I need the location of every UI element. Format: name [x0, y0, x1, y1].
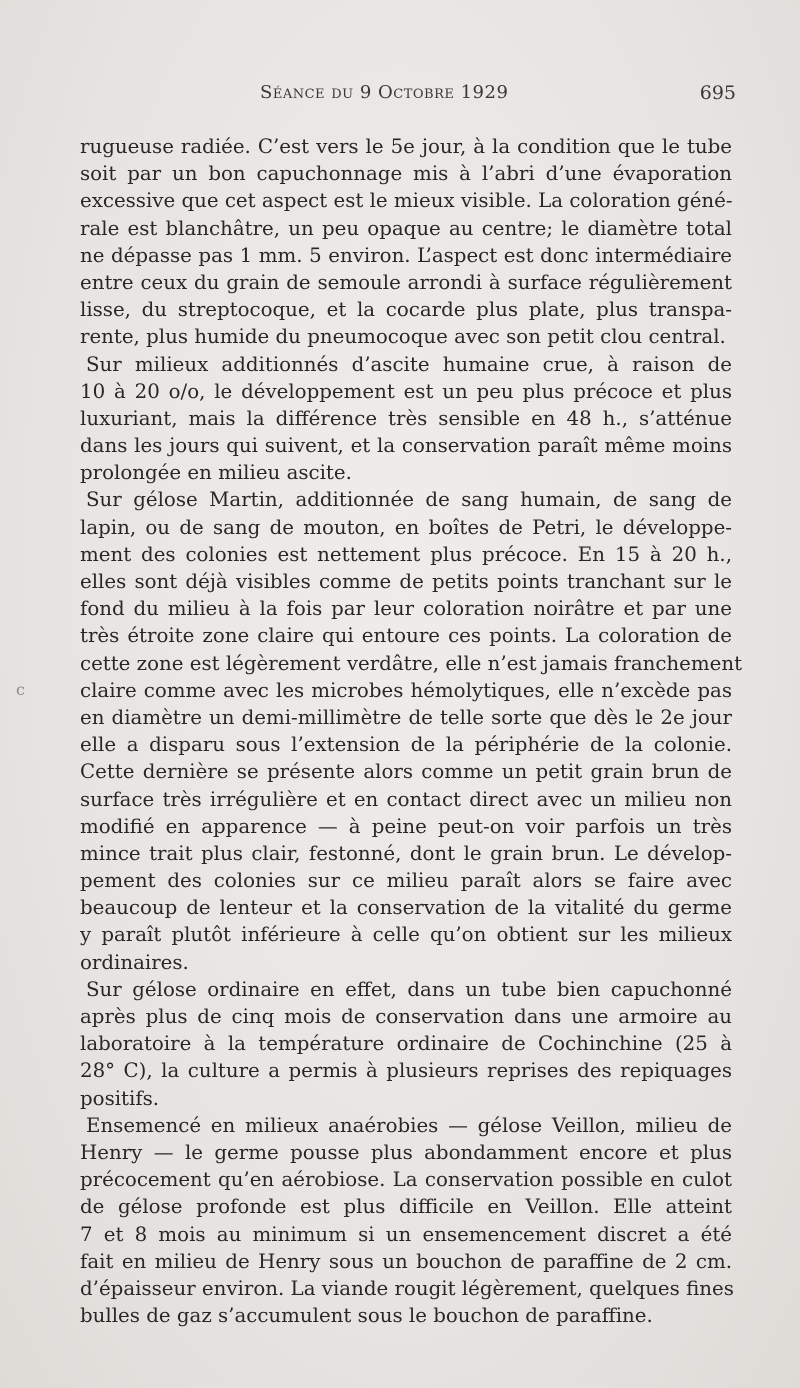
page-number: 695	[699, 82, 736, 104]
text-line: rale est blanchâtre, un peu opaque au centre; le diamètre total	[80, 216, 732, 240]
text-line: bulles de gaz s’accumulent sous le bouchon de paraffine.	[80, 1304, 653, 1328]
page-header	[80, 82, 736, 110]
running-head: Séance du 9 Octobre 1929	[260, 82, 509, 103]
text-line: pement des colonies sur ce milieu paraît alors se faire avec	[80, 869, 732, 893]
text-line: 28° C), la culture a permis à plusieurs reprises des repiquages	[80, 1059, 732, 1083]
text-line: soit par un bon capuchonnage mis à l’abri d’une évaporation	[80, 162, 732, 186]
text-line: positifs.	[80, 1086, 160, 1110]
text-line: après plus de cinq mois de conservation dans une armoire au	[80, 1005, 732, 1028]
text-line: Henry — le germe pousse plus abondamment encore et plus	[80, 1140, 732, 1164]
text-line: lisse, du streptocoque, et la cocarde plus plate, plus transpa-	[80, 298, 732, 322]
text-line: Sur gélose ordinaire en effet, dans un tube bien capuchonné	[86, 977, 732, 1001]
text-line: surface très irrégulière et en contact direct avec un milieu non	[80, 787, 732, 811]
body-text	[80, 133, 743, 1329]
text-line: de gélose profonde est plus difficile en Veillon. Elle atteint	[80, 1195, 732, 1219]
text-line: fait en milieu de Henry sous un bouchon de paraffine de 2 cm.	[80, 1249, 732, 1273]
text-line: en diamètre un demi-millimètre de telle sorte que dès le 2e jour	[80, 705, 732, 729]
text-line: 10 à 20 o/o, le développement est un peu plus précoce et plus	[80, 379, 732, 403]
text-line: laboratoire à la température ordinaire de Cochinchine (25 à	[80, 1032, 732, 1056]
text-line: rugueuse radiée. C’est vers le 5e jour, à la condition que le tube	[80, 135, 732, 158]
margin-mark: c	[16, 680, 25, 699]
text-line: fond du milieu à la fois par leur coloration noirâtre et par une	[80, 597, 732, 621]
text-line: rente, plus humide du pneumocoque avec son petit clou central.	[80, 325, 726, 349]
text-line: ment des colonies est nettement plus précoce. En 15 à 20 h.,	[80, 542, 732, 566]
text-line: Sur milieux additionnés d’ascite humaine crue, à raison de	[86, 352, 732, 376]
text-line: 7 et 8 mois au minimum si un ensemencement discret a été	[80, 1222, 732, 1246]
text-line: Sur gélose Martin, additionnée de sang humain, de sang de	[86, 488, 732, 512]
text-line: cette zone est légèrement verdâtre, elle n’est jamais franchement	[80, 651, 743, 675]
text-line: claire comme avec les microbes hémolytiques, elle n’excède pas	[80, 678, 732, 702]
text-line: prolongée en milieu ascite.	[80, 461, 352, 485]
text-line: mince trait plus clair, festonné, dont le grain brun. Le dévelop-	[80, 841, 732, 865]
text-line: ordinaires.	[80, 950, 189, 974]
text-line: elles sont déjà visibles comme de petits points tranchant sur le	[80, 570, 732, 593]
text-line: beaucoup de lenteur et la conservation de la vitalité du germe	[80, 896, 732, 920]
text-line: excessive que cet aspect est le mieux visible. La coloration géné-	[80, 189, 733, 213]
text-line: luxuriant, mais la différence très sensible en 48 h., s’atténue	[80, 406, 732, 430]
text-line: dans les jours qui suivent, et la conservation paraît même moins	[80, 434, 732, 458]
text-line: modifié en apparence — à peine peut-on voir parfois un très	[80, 814, 732, 838]
text-line: Ensemencé en milieux anaérobies — gélose Veillon, milieu de	[86, 1113, 732, 1137]
text-line: ne dépasse pas 1 mm. 5 environ. L’aspect est donc intermédiaire	[80, 243, 732, 267]
text-line: entre ceux du grain de semoule arrondi à surface régulièrement	[80, 270, 732, 294]
text-line: y paraît plutôt inférieure à celle qu’on obtient sur les milieux	[80, 923, 732, 947]
text-line: Cette dernière se présente alors comme un petit grain brun de	[80, 760, 732, 784]
text-line: très étroite zone claire qui entoure ces points. La coloration de	[80, 624, 732, 648]
text-line: elle a disparu sous l’extension de la périphérie de la colonie.	[80, 733, 732, 757]
text-line: lapin, ou de sang de mouton, en boîtes de Petri, le développe-	[80, 515, 732, 539]
text-line: précocement qu’en aérobiose. La conservation possible en culot	[80, 1168, 732, 1192]
text-line: d’épaisseur environ. La viande rougit légèrement, quelques fines	[80, 1276, 734, 1300]
